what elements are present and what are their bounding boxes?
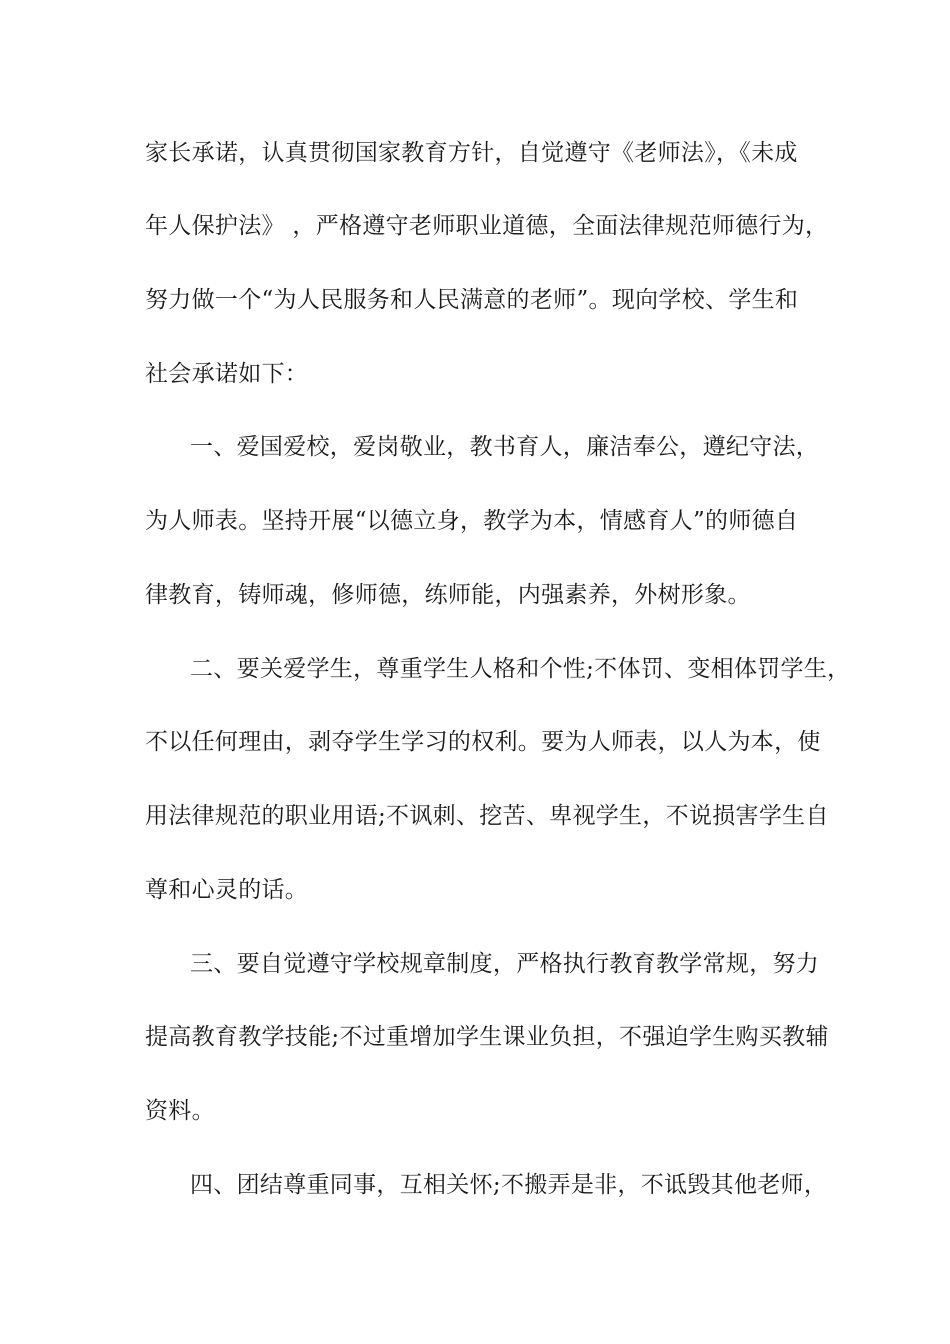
paragraph-3-line-2: 不以任何理由，剥夺学生学习的权利。要为人师表，以人为本，使: [145, 729, 821, 755]
paragraph-3-line-1: 二、要关爱学生，尊重学生人格和个性;不体罚、变相体罚学生，: [190, 656, 851, 682]
paragraph-3-line-3: 用法律规范的职业用语;不讽刺、挖苦、卑视学生，不说损害学生自: [145, 803, 829, 829]
paragraph-1-line-4: 社会承诺如下：: [145, 361, 309, 387]
paragraph-5-line-1: 四、团结尊重同事，互相关怀;不搬弄是非，不诋毁其他老师，: [190, 1172, 828, 1198]
paragraph-2-line-1: 一、爱国爱校，爱岗敬业，教书育人，廉洁奉公，遵纪守法，: [190, 434, 820, 460]
paragraph-4-line-2: 提高教育教学技能;不过重增加学生课业负担，不强迫学生购买教辅: [145, 1024, 829, 1050]
paragraph-1-line-3: 努力做一个“为人民服务和人民满意的老师”。现向学校、学生和: [145, 287, 799, 313]
paragraph-4-line-1: 三、要自觉遵守学校规章制度，严格执行教育教学常规，努力: [190, 951, 820, 977]
paragraph-1-line-2: 年人保护法》 ，严格遵守老师职业道德，全面法律规范师德行为，: [145, 213, 829, 239]
paragraph-2-line-2: 为人师表。坚持开展“以德立身，教学为本，情感育人”的师德自: [145, 508, 799, 534]
paragraph-3-line-4: 尊和心灵的话。: [145, 877, 309, 903]
paragraph-2-line-3: 律教育，铸师魂，修师德，练师能，内强素养，外树形象。: [145, 582, 751, 608]
paragraph-4-line-3: 资料。: [145, 1098, 215, 1124]
paragraph-1-line-1: 家长承诺，认真贯彻国家教育方针，自觉遵守《老师法》，《未成: [145, 140, 798, 166]
